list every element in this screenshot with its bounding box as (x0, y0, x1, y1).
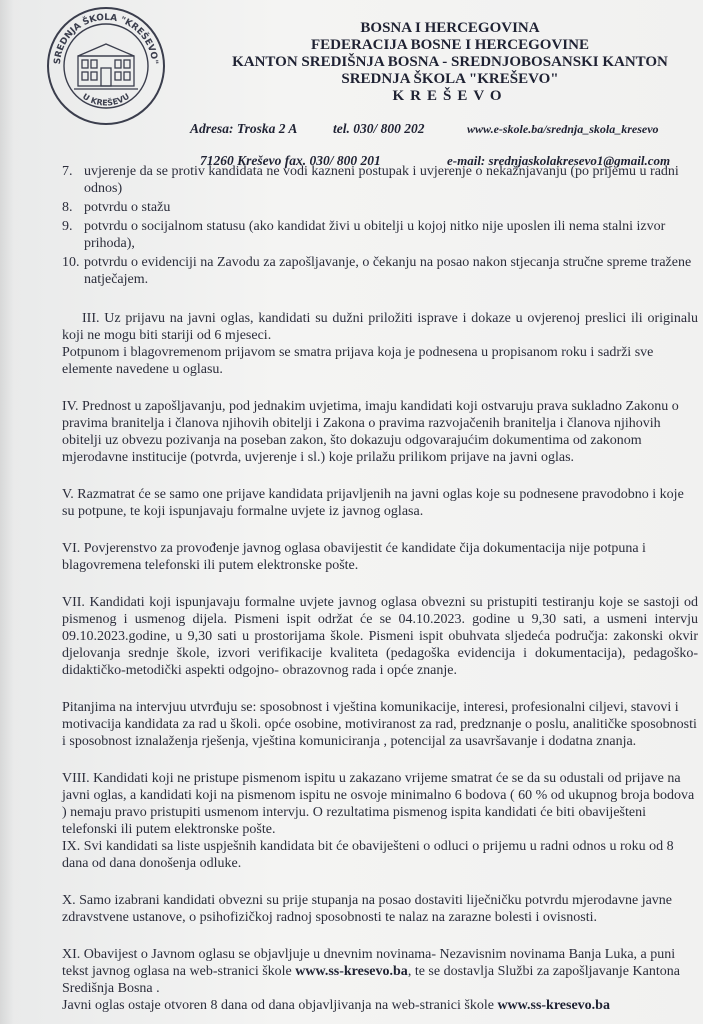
section-viii: VIII. Kandidati koji ne pristupe pismenom ispitu u zakazano vrijeme smatrat će se da su odustali od prijave na javni oglas, a kandidati koji na pismenom ispitu ne osvoje minimalno 6 bodova ( 60 % od ukupnog broja bodova ) nemaju pravo pristupiti usmenom intervju. O rezultatima pismenog ispita kandidati će biti obaviješteni telefonski ili putem elektronske pošte. (62, 771, 695, 837)
header-federation: FEDERACIJA BOSNE I HERCEGOVINE (311, 37, 589, 53)
header-canton: KANTON SREDIŠNJA BOSNA - SREDNJOBOSANSKI KANTON (232, 54, 668, 70)
header-school: SREDNJA ŠKOLA "KREŠEVO" (341, 71, 559, 87)
list-number: 7. (62, 164, 73, 179)
list-item (62, 218, 698, 252)
seal-ring-text-bottom: U KREŠEVU (80, 91, 132, 108)
section-xi-text-end: , te se dostavlja Službi za zapošljavanje Kantona Središnja Bosna . (62, 964, 680, 996)
section-xi-open-text: Javni oglas ostaje otvoren 8 dana od dana objavljivanja na web-stranici škole (62, 998, 498, 1013)
letterhead (200, 20, 700, 105)
contact-phone: tel. 030/ 800 202 (333, 121, 425, 136)
section-vii: VII. Kandidati koji ispunjavaju formalne uvjete javnog oglasa obvezni su pristupiti testiranju koje se sastoji od pismenog i usmenog dijela. Pismeni ispit održat će se 04.10.2023. godine u 9,30 sati, a usmeni intervju 09.10.2023.godine, u 9,30 sati u prostorijama škole. Pismeni ispit obuhvata sljedeća područja: zakonski okvir djelovanja srednje škole, izvori verifikacije kvaliteta (pedagoška evidencija i dokumentacija), pedagoško-didaktičko-metodički aspekti odgojno- obrazovnog rada i opće znanje. (62, 595, 698, 678)
section-iii-note: Potpunom i blagovremenom prijavom se smatra prijava koja je podnesena u propisanom roku i sadrži sve elemente navedene u oglasu. (62, 345, 654, 377)
section-xi-text: XI. Obavijest o Javnom oglasu se objavljuje u dnevnim novinama- Nezavisnim novinama Banja Luka, a puni tekst javnog oglasa na web-stranici škole (62, 947, 676, 979)
school-seal-icon (44, 4, 168, 128)
list-text: uvjerenje da se protiv kandidata ne vodi kazneni postupak i uvjerenje o nekažnjavanju (po prijemu u radni odnos) (84, 164, 679, 196)
list-number: 10. (62, 255, 80, 270)
list-number: 9. (62, 219, 73, 234)
contact-website: www.e-skole.ba/srednja_skola_kresevo (467, 122, 659, 136)
section-iv: IV. Prednost u zapošljavanju, pod jednakim uvjetima, imaju kandidati koji ostvaruju prava sukladno Zakonu o pravima branitelja i članova njihovih obitelji i Zakona o pravima razvojačenih branitelja i članova njihovih obitelji uz obvezu pozivanja na poseban zakon, što dokazuju odgovarajućim dokumentima od zakonom mjerodavne institucije (potvrda, uvjerenje i sl.) koje prilažu prilikom prijave na javni oglas. (62, 399, 679, 465)
list-item (62, 163, 698, 197)
contact-zip-fax: 71260 Kreševo fax. 030/ 800 201 (200, 153, 381, 168)
document-body (62, 163, 698, 1014)
section-v: V. Razmatrat će se samo one prijave kandidata prijavljenih na javni oglas koje su podnesene pravodobno i koje su potpune, te koji ispunjavaju formalne uvjete iz javnog oglasa. (62, 487, 684, 519)
contact-address: Adresa: Troska 2 A (190, 121, 298, 136)
header-city: KREŠEVO (392, 88, 508, 104)
list-text: potvrdu o socijalnom statusu (ako kandidat živi u obitelji u kojoj nitko nije uposlen ili nema stalni izvor prihoda), (84, 219, 666, 251)
school-website-link[interactable]: www.ss-kresevo.ba (295, 964, 408, 979)
svg-text:U KREŠEVU (81, 92, 131, 108)
list-number: 8. (62, 200, 73, 215)
list-item (62, 254, 698, 288)
list-text: potvrdu o stažu (84, 200, 171, 215)
contact-email: e-mail: srednjaskolakresevo1@gmail.com (447, 153, 671, 168)
section-vii-interview: Pitanjima na intervjuu utvrđuju se: sposobnost i vještina komunikacije, interesi, profesionalni ciljevi, stavovi i motivacija kandidata za rad u školi. opće osobine, motiviranost za rad, predznanje o poslu, analitičke sposobnosti i sposobnost iznalaženja rješenja, vještina komuniciranja , potencijal za usavršavanje i dodatna znanja. (62, 700, 697, 749)
school-website-link[interactable]: www.ss-kresevo.ba (497, 998, 610, 1013)
section-vi: VI. Povjerenstvo za provođenje javnog oglasa obavijestit će kandidate čija dokumentacija nije potpuna i blagovremena telefonski ili putem elektronske pošte. (62, 541, 646, 573)
list-item (62, 199, 698, 216)
section-xi (62, 946, 698, 997)
section-xi-open (62, 997, 698, 1014)
list-text: potvrdu o evidenciji na Zavodu za zapošljavanje, o čekanju na posao nakon stjecanja stručne spreme tražene natječajem. (84, 255, 692, 287)
seal-ring-text-top: SREDNJA ŠKOLA "KREŠEVO" (52, 12, 160, 65)
section-iii: III. Uz prijavu na javni oglas, kandidati su dužni priložiti isprave i dokaze u ovjerenoj preslici ili originalu koji ne mogu biti stariji od 6 mjeseci. (62, 311, 698, 343)
section-ix: IX. Svi kandidati sa liste uspješnih kandidata bit će obaviješteni o odluci o prijemu u radni odnos u roku od 8 dana od dana donošenja odluke. (62, 839, 674, 871)
section-x: X. Samo izabrani kandidati obvezni su prije stupanja na posao dostaviti liječničku potvrdu mjerodavne javne zdravstvene ustanove, o psihofizičkoj radnoj sposobnosti te nalaz na zarazne bolesti i ovisnosti. (62, 893, 673, 925)
header-country: BOSNA I HERCEGOVINA (360, 20, 540, 36)
